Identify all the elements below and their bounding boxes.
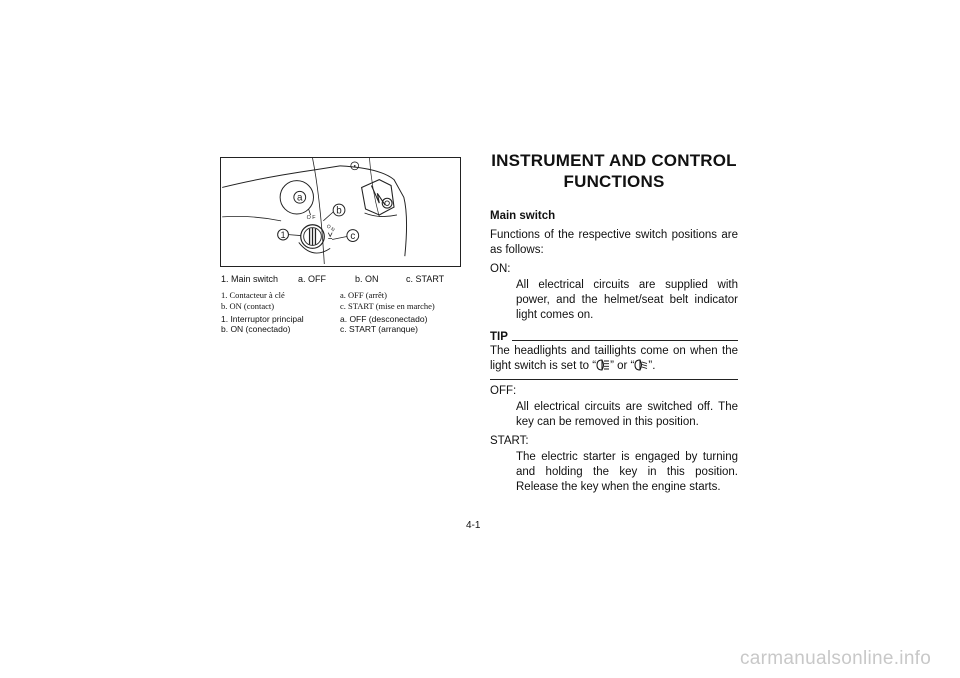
caption-en-1: 1. Main switch xyxy=(221,274,279,284)
tip-rule-top xyxy=(512,340,738,341)
dial-off-mark: O F xyxy=(306,214,316,221)
tip-label: TIP xyxy=(490,331,508,343)
heading-line-1: INSTRUMENT AND CONTROL xyxy=(491,151,737,170)
caption-en-a: a. OFF xyxy=(298,274,327,284)
caption-es-1: 1. Interruptor principal xyxy=(221,314,304,324)
caption-es-a: a. OFF (desconectado) xyxy=(340,314,428,324)
heading-line-2: FUNCTIONS xyxy=(563,172,665,191)
section-heading xyxy=(490,150,738,192)
tip-header xyxy=(490,331,738,344)
tip-text-before: The headlights and taillights come on when the light switch is set to “ xyxy=(490,345,738,372)
caption-es-c: c. START (arranque) xyxy=(340,324,418,334)
off-term: OFF: xyxy=(490,385,517,397)
tip-text-after: ”. xyxy=(648,360,656,372)
start-description: The electric starter is engaged by turning and holding the key in this position. Release the key when the engine starts. xyxy=(516,451,738,493)
caption-fr-c: c. START (mise en marche) xyxy=(340,301,435,311)
caption-fr-1: 1. Contacteur à clé xyxy=(221,290,285,300)
watermark: carmanualsonline.info xyxy=(740,648,932,669)
main-switch-subhead: Main switch xyxy=(490,210,556,222)
high-beam-icon xyxy=(596,359,610,371)
tip-text xyxy=(490,344,738,374)
tip-text-mid: ” or “ xyxy=(610,360,635,372)
caption-fr-b: b. ON (contact) xyxy=(221,301,275,311)
caption-fr-a: a. OFF (arrêt) xyxy=(340,290,387,300)
caption-es-b: b. ON (conectado) xyxy=(221,324,291,334)
off-description: All electrical circuits are switched off. The key can be removed in this position. xyxy=(516,401,738,428)
caption-en-c: c. START xyxy=(406,274,445,284)
tip-rule-bottom xyxy=(490,379,738,380)
main-switch-illustration xyxy=(220,157,461,267)
on-description: All electrical circuits are supplied with power, and the helmet/seat belt indicator light comes on. xyxy=(516,279,738,321)
label-a: a xyxy=(297,192,303,204)
start-term: START: xyxy=(490,435,529,447)
dial-on-mark: O N xyxy=(325,224,336,234)
low-beam-icon xyxy=(634,359,648,371)
label-b: b xyxy=(336,205,342,217)
label-c: c xyxy=(350,231,356,242)
page-number: 4-1 xyxy=(466,520,481,531)
on-term: ON: xyxy=(490,263,511,275)
intro-paragraph: Functions of the respective switch positions are as follows: xyxy=(490,229,738,256)
caption-en-b: b. ON xyxy=(355,274,379,284)
switch-drawing xyxy=(221,158,460,266)
label-1: 1 xyxy=(280,230,286,241)
instrument-functions-section xyxy=(490,150,738,497)
